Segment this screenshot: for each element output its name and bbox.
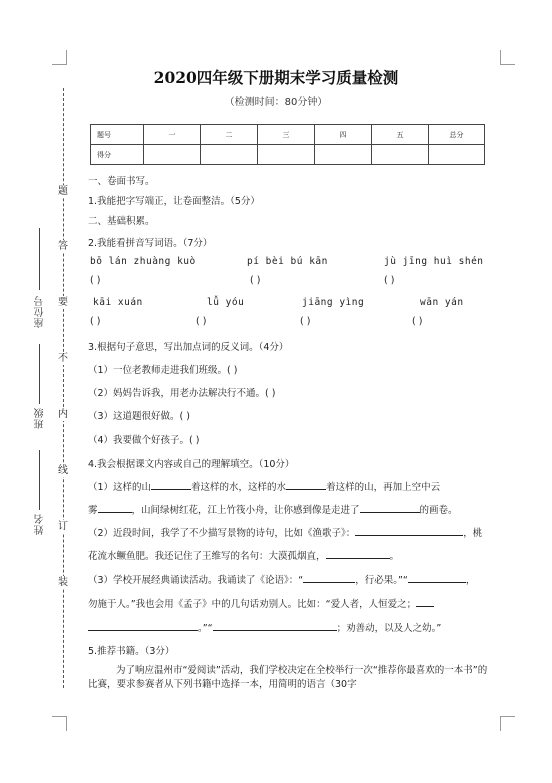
crop-mark-bottom-left xyxy=(52,716,67,731)
score-table-header: 二 xyxy=(201,125,258,145)
q4-text: 着这样的山，再加上空中云 xyxy=(326,482,441,493)
fill-blank[interactable] xyxy=(360,502,420,513)
question-4-2-line2 xyxy=(88,548,399,562)
score-table-header: 一 xyxy=(144,125,201,145)
pinyin-prompt: wān yán xyxy=(420,297,464,308)
question-3-item: （1）一位老教师走进我们班级。( ) xyxy=(88,365,238,376)
score-table-header: 四 xyxy=(315,125,372,145)
fill-blank[interactable] xyxy=(286,479,326,490)
question-3-item: （3）这道题很好做。( ) xyxy=(88,411,190,422)
seal-char: 订 xyxy=(58,521,68,532)
seat-number-blank xyxy=(39,228,40,290)
fill-blank[interactable] xyxy=(408,572,466,583)
crop-mark-bottom-right xyxy=(500,716,515,731)
seal-char: 内 xyxy=(58,409,68,420)
question-4-1-line2 xyxy=(88,502,458,516)
seat-number-label: 座位号 xyxy=(35,295,46,328)
score-table-header: 题号 xyxy=(91,125,144,145)
q4-text: （3）学校开展经典诵读活动。我诵读了《论语》：“ xyxy=(88,575,304,586)
question-3-item: （2）妈妈告诉我，用老办法解决行不通。( ) xyxy=(88,388,276,399)
q4-text: 。”“ xyxy=(198,623,213,634)
q4-text: 的画卷。 xyxy=(419,505,458,516)
score-cell[interactable] xyxy=(429,145,485,165)
q4-text: 。 xyxy=(389,551,400,562)
question-4-3-line1 xyxy=(88,572,475,586)
score-cell[interactable] xyxy=(315,145,372,165)
pinyin-prompt: lǚ yóu xyxy=(207,297,245,308)
fill-blank[interactable] xyxy=(151,479,191,490)
score-table-header-row xyxy=(91,125,485,145)
seal-char: 题 xyxy=(58,186,68,197)
pinyin-prompt: bō lán zhuàng kuò xyxy=(90,256,196,267)
answer-parentheses[interactable]: ( ) xyxy=(90,316,101,327)
crop-mark-top-left xyxy=(52,50,67,65)
fill-blank[interactable] xyxy=(416,596,434,607)
answer-parentheses[interactable]: ( ) xyxy=(412,316,423,327)
pinyin-prompt: jù jīng huì shén xyxy=(384,256,484,267)
q4-text: 花流水鳜鱼肥。我还记住了王维写的名句：大漠孤烟直， xyxy=(88,551,326,562)
q4-text: 着这样的水，这样的水 xyxy=(191,482,287,493)
question-4: 4.我会根据课文内容或自己的理解填空。（10分） xyxy=(88,459,295,470)
name-label: 姓名 xyxy=(35,513,46,535)
q4-text: （1）这样的山 xyxy=(88,482,152,493)
score-cell[interactable] xyxy=(258,145,315,165)
answer-parentheses[interactable]: ( ) xyxy=(300,316,311,327)
q4-text: 勿施于人。”我也会用《孟子》中的几句话劝别人。比如：“爱人者，人恒爱之； xyxy=(88,599,417,610)
question-4-3-line3 xyxy=(88,620,441,634)
binding-dashed-line xyxy=(63,88,64,688)
score-cell[interactable] xyxy=(201,145,258,165)
answer-parentheses[interactable]: ( ) xyxy=(196,316,207,327)
class-blank xyxy=(39,344,40,404)
question-4-1-line1 xyxy=(88,479,440,493)
seal-char: 线 xyxy=(58,465,68,476)
question-4-3-line2 xyxy=(88,596,434,610)
q4-text: ，行必果。”“ xyxy=(355,575,408,586)
question-5-paragraph: 为了响应温州市“爱阅读”活动，我们学校决定在全校举行一次“推荐你最喜欢的一本书”的比赛，要求参赛者从下列书籍中选择一本，用简明的语言（30字 xyxy=(88,665,488,690)
question-2: 2.我能看拼音写词语。（7分） xyxy=(88,238,213,249)
q4-text: 雾 xyxy=(88,505,98,516)
pinyin-prompt: jiāng yìng xyxy=(302,297,365,308)
name-blank xyxy=(39,450,40,510)
section-heading: 一、卷面书写。 xyxy=(88,176,155,187)
score-cell[interactable] xyxy=(372,145,429,165)
q4-text: ；劝善动，以及人之幼。” xyxy=(336,623,442,634)
seal-char: 要 xyxy=(58,297,68,308)
score-table xyxy=(90,124,485,165)
answer-parentheses[interactable]: ( ) xyxy=(250,275,261,286)
q4-text: ，桃 xyxy=(463,528,483,539)
pinyin-prompt: pí bèi bú kān xyxy=(247,256,328,267)
section-heading: 二、基础积累。 xyxy=(88,216,155,227)
crop-mark-top-right xyxy=(500,50,515,65)
fill-blank[interactable] xyxy=(355,525,463,536)
fill-blank[interactable] xyxy=(326,548,390,559)
question-1: 1.我能把字写端正，让卷面整洁。（5分） xyxy=(88,196,260,207)
score-cell[interactable] xyxy=(144,145,201,165)
question-4-2-line1 xyxy=(88,525,482,539)
score-table-header: 三 xyxy=(258,125,315,145)
answer-parentheses[interactable]: ( ) xyxy=(90,275,101,286)
answer-parentheses[interactable]: ( ) xyxy=(384,275,395,286)
fill-blank[interactable] xyxy=(98,502,132,513)
score-row-label: 得分 xyxy=(91,145,144,165)
score-table-score-row xyxy=(91,145,485,165)
pinyin-prompt: kāi xuán xyxy=(93,297,143,308)
score-table-header: 总分 xyxy=(429,125,485,145)
seal-char: 装 xyxy=(58,577,68,588)
question-3: 3.根据句子意思，写出加点词的反义词。（4分） xyxy=(88,342,289,353)
q4-text: ， xyxy=(465,575,476,586)
seal-char: 不 xyxy=(58,353,68,364)
fill-blank[interactable] xyxy=(213,620,337,631)
fill-blank[interactable] xyxy=(88,620,198,631)
class-label: 班级 xyxy=(35,407,46,429)
q4-text: ，山间绿树红花，江上竹筏小舟，让你感到像是走进了 xyxy=(131,505,360,516)
q4-text: （2）近段时间，我学了不少描写景物的诗句，比如《渔歌子》： xyxy=(88,528,356,539)
exam-duration: （检测时间：80分钟） xyxy=(224,97,328,108)
score-table-header: 五 xyxy=(372,125,429,145)
seal-char: 答 xyxy=(58,241,68,252)
question-5: 5.推荐书籍。（3分） xyxy=(88,646,175,657)
fill-blank[interactable] xyxy=(303,572,355,583)
page-title: 2020四年级下册期末学习质量检测 xyxy=(153,68,399,87)
question-3-item: （4）我要做个好孩子。( ) xyxy=(88,435,200,446)
